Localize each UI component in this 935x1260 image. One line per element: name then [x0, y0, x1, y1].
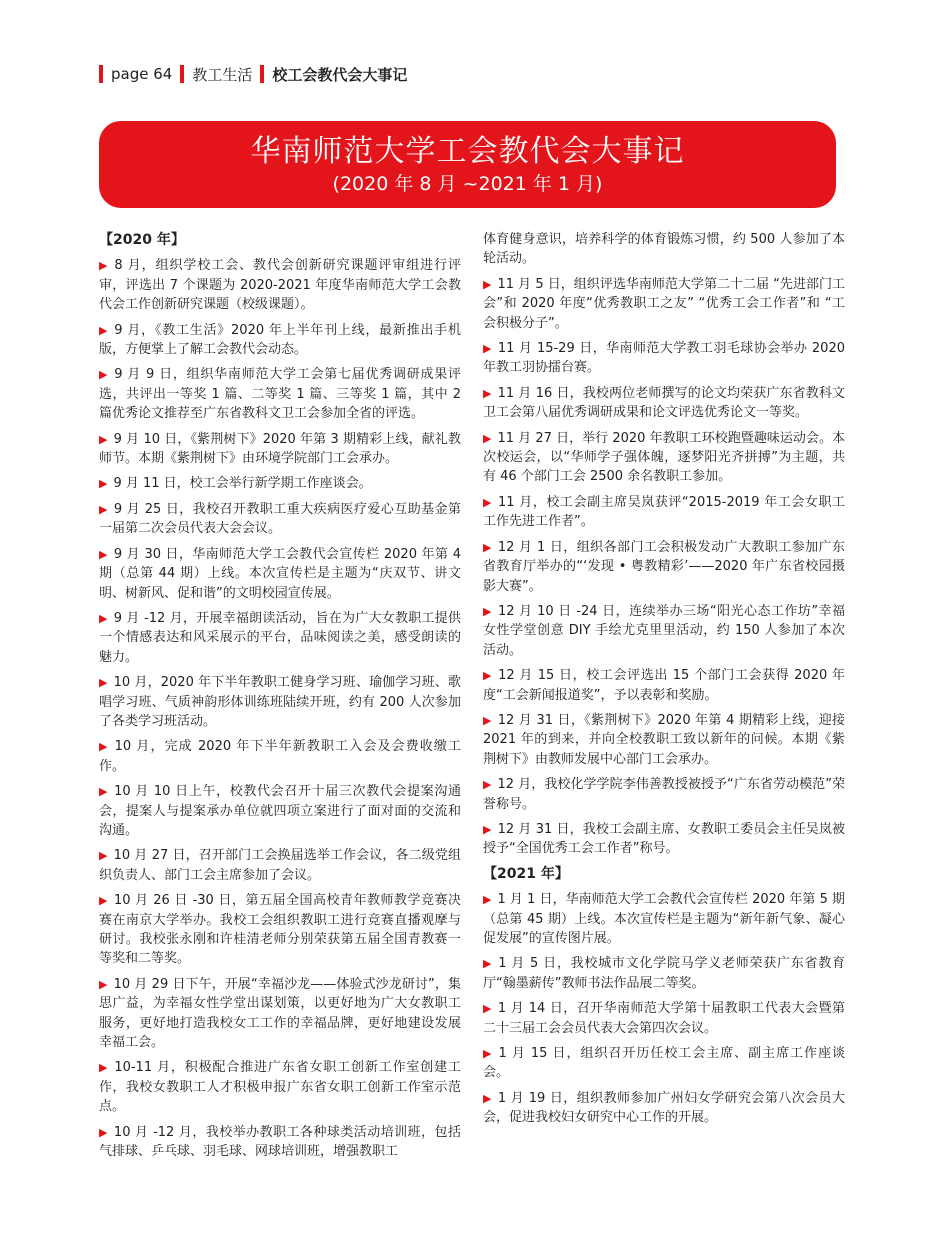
bullet-triangle-icon: ▶	[99, 259, 109, 273]
event-item	[483, 429, 845, 487]
event-item	[483, 775, 845, 814]
event-item	[483, 890, 845, 948]
event-item	[99, 782, 461, 840]
bullet-triangle-icon: ▶	[483, 669, 493, 683]
event-item	[483, 711, 845, 769]
right-column	[483, 230, 845, 1134]
event-item	[483, 820, 845, 859]
event-text: 11 月 5 日，组织评选华南师范大学第二十二届 “先进部门工会”和 2020 年度“优秀教职工之友” “优秀工会工作者”和 “工会积极分子”。	[483, 276, 845, 331]
event-text: 1 月 1 日，华南师范大学工会教代会宣传栏 2020 年第 5 期（总第 45 期）上线。本次宣传栏是主题为“新年新气象、凝心促发展”的宣传图片展。	[483, 892, 846, 946]
event-item	[99, 846, 461, 885]
event-text: 12 月 10 日 -24 日，连续举办三场“阳光心态工作坊”幸福女性学堂创意 DIY 手绘尤克里里活动，约 150 人参加了本次活动。	[483, 603, 845, 658]
banner-title: 华南师范大学工会教代会大事记	[250, 134, 685, 169]
header-title: 校工会教代会大事记	[272, 65, 408, 84]
event-text: 12 月，我校化学学院李伟善教授被授予“广东省劳动模范”荣誉称号。	[483, 777, 845, 812]
banner-subtitle: (2020 年 8 月 ~2021 年 1 月)	[332, 173, 603, 195]
bullet-triangle-icon: ▶	[99, 502, 108, 516]
event-text: 10 月 26 日 -30 日，第五届全国高校青年教师教学竞赛决赛在南京大学举办。我校工会组织教职工进行竞赛直播观摩与研讨。我校张永刚和许桂清老师分别荣获第五届全国青教赛一等奖和二等奖。	[99, 893, 461, 967]
event-item	[483, 493, 845, 532]
bullet-triangle-icon: ▶	[483, 495, 493, 509]
event-text: 10-11 月，积极配合推进广东省女职工创新工作室创建工作，我校女教职工人才积极申报广东省女职工创新工作室示范点。	[99, 1060, 461, 1115]
bullet-triangle-icon: ▶	[483, 778, 492, 792]
event-text: 10 月 29 日下午，开展“幸福沙龙——体验式沙龙研讨”，集思广益，为幸福女性学堂出谋划策，以更好地为广大女教职工服务，更好地打造我校女工工作的幸福品牌，更好地建设发展幸福工会。	[99, 976, 461, 1051]
event-text: 9 月 11 日，校工会举行新学期工作座谈会。	[113, 476, 372, 492]
page-header	[99, 63, 407, 85]
event-text: 1 月 19 日，组织教师参加广州妇女学研究会第八次会员大会，促进我校妇女研究中心工作的开展。	[483, 1090, 845, 1126]
event-item	[99, 365, 461, 423]
event-item	[483, 999, 845, 1038]
event-item	[483, 1044, 845, 1083]
event-item	[483, 666, 845, 705]
left-item-list	[99, 256, 461, 1161]
event-item	[483, 602, 845, 660]
event-item	[483, 1089, 845, 1128]
event-text: 10 月，2020 年下半年教职工健身学习班、瑜伽学习班、歌唱学习班、气质神韵形体训练班陆续开班，约有 200 人次参加了各类学习班活动。	[99, 675, 461, 729]
header-bar	[99, 65, 103, 83]
bullet-triangle-icon: ▶	[483, 957, 493, 971]
event-text: 1 月 14 日，召开华南师范大学第十届教职工代表大会暨第二十三届工会会员代表大会第四次会议。	[483, 1001, 845, 1036]
event-text: 8 月，组织学校工会、教代会创新研究课题评审组进行评审，评选出 7 个课题为 2020-2021 年度华南师范大学工会教代会工作创新研究课题（校级课题）。	[99, 258, 461, 313]
event-item	[99, 500, 461, 539]
bullet-triangle-icon: ▶	[483, 277, 492, 291]
bullet-triangle-icon: ▶	[99, 676, 108, 690]
event-text: 1 月 15 日，组织召开历任校工会主席、副主席工作座谈会。	[483, 1046, 845, 1081]
bullet-triangle-icon: ▶	[99, 368, 109, 382]
bullet-triangle-icon: ▶	[483, 1091, 492, 1105]
event-text: 9 月 30 日，华南师范大学工会教代会宣传栏 2020 年第 4 期（总第 44 期）上线。本次宣传栏是主题为“庆双节、讲文明、树新风、促和谐”的文明校园宣传展。	[99, 546, 461, 601]
event-text: 11 月，校工会副主席吴岚获评“2015-2019 年工会女职工工作先进工作者”。	[483, 494, 846, 530]
bullet-triangle-icon: ▶	[99, 432, 108, 446]
event-item	[99, 609, 461, 667]
event-item	[99, 737, 461, 776]
event-item	[99, 1123, 461, 1162]
bullet-triangle-icon: ▶	[99, 323, 109, 337]
bullet-triangle-icon: ▶	[99, 477, 108, 491]
event-item	[99, 673, 461, 731]
event-item	[99, 256, 461, 314]
event-text: 10 月 27 日，召开部门工会换届选举工作会议，各二级党组织负责人、部门工会主席参加了会议。	[99, 848, 461, 883]
bullet-triangle-icon: ▶	[483, 713, 492, 727]
event-item	[483, 339, 845, 378]
bullet-triangle-icon: ▶	[99, 611, 108, 625]
bullet-triangle-icon: ▶	[483, 822, 492, 836]
event-item	[99, 430, 461, 469]
event-text: 12 月 15 日，校工会评选出 15 个部门工会获得 2020 年度“工会新闻报道奖”，予以表彰和奖励。	[483, 668, 846, 703]
left-column	[99, 229, 461, 1167]
event-text: 12 月 31 日，《紫荆树下》2020 年第 4 期精彩上线，迎接 2021 年的到来，并向全校教职工致以新年的问候。本期《紫荆树下》由教师发展中心部门工会承办。	[483, 712, 845, 767]
bullet-triangle-icon: ▶	[99, 740, 109, 754]
event-item	[99, 975, 461, 1053]
bullet-triangle-icon: ▶	[99, 894, 108, 908]
bullet-triangle-icon: ▶	[483, 540, 492, 554]
event-text: 9 月 10 日，《紫荆树下》2020 年第 3 期精彩上线，献礼教师节。本期《紫荆树下》由环境学院部门工会承办。	[99, 431, 461, 467]
bullet-triangle-icon: ▶	[99, 977, 108, 991]
continuation-text: 体育健身意识，培养科学的体育锻炼习惯，约 500 人参加了本轮活动。	[483, 232, 845, 267]
event-text: 9 月 -12 月，开展幸福朗读活动，旨在为广大女教职工提供一个情感表达和风采展示的平台，品味阅读之美，感受朗读的魅力。	[99, 610, 461, 665]
event-text: 11 月 15-29 日，华南师范大学教工羽毛球协会举办 2020 年教工羽协擂台赛。	[483, 341, 845, 376]
bullet-triangle-icon: ▶	[483, 604, 492, 618]
event-text: 11 月 16 日，我校两位老师撰写的论文均荣获广东省教科文卫工会第八届优秀调研成果和论文评选优秀论文一等奖。	[483, 385, 845, 421]
header-bar	[260, 65, 264, 83]
event-item	[483, 538, 845, 596]
event-text: 1 月 5 日，我校城市文化学院马学义老师荣获广东省教育厅“翰墨薪传”教师书法作品展二等奖。	[483, 956, 845, 991]
event-item	[99, 321, 461, 360]
bullet-triangle-icon: ▶	[483, 342, 492, 356]
bullet-triangle-icon: ▶	[483, 893, 492, 907]
event-text: 12 月 1 日，组织各部门工会积极发动广大教职工参加广东省教育厅举办的“‘发现 • 粤教精彩’——2020 年广东省校园摄影大赛”。	[483, 539, 845, 594]
right-item-list-2020	[483, 275, 845, 859]
bullet-triangle-icon: ▶	[483, 1047, 493, 1061]
event-item	[483, 954, 845, 993]
event-text: 11 月 27 日，举行 2020 年教职工环校跑暨趣味运动会。本次校运会，以“华师学子强体魄，逐梦阳光齐拼搏”为主题，共有 46 个部门工会 2500 余名教职工参加。	[483, 430, 845, 485]
event-text: 9 月，《教工生活》2020 年上半年刊上线，最新推出手机版，方便掌上了解工会教代会动态。	[99, 322, 461, 358]
event-item	[99, 474, 461, 493]
bullet-triangle-icon: ▶	[99, 1125, 108, 1139]
event-item	[99, 1058, 461, 1116]
section-heading-2021: 【2021 年】	[483, 865, 569, 882]
section-heading-2020: 【2020 年】	[99, 232, 185, 248]
bullet-triangle-icon: ▶	[483, 386, 492, 400]
event-text: 12 月 31 日，我校工会副主席、女教职工委员会主任吴岚被授予“全国优秀工会工作者”称号。	[483, 821, 845, 857]
bullet-triangle-icon: ▶	[99, 547, 108, 561]
bullet-triangle-icon: ▶	[99, 1061, 109, 1075]
bullet-triangle-icon: ▶	[99, 785, 109, 799]
right-item-list-2021	[483, 890, 845, 1127]
header-bar	[180, 65, 184, 83]
event-item	[99, 545, 461, 603]
bullet-triangle-icon: ▶	[483, 431, 492, 445]
bullet-triangle-icon: ▶	[483, 1002, 492, 1016]
event-text: 9 月 25 日，我校召开教职工重大疾病医疗爱心互助基金第一届第二次会员代表大会会议。	[99, 501, 461, 537]
bullet-triangle-icon: ▶	[99, 849, 108, 863]
event-item	[483, 384, 845, 423]
event-text: 10 月 10 日上午，校教代会召开十届三次教代会提案沟通会，提案人与提案承办单位就四项立案进行了面对面的交流和沟通。	[99, 784, 461, 838]
event-text: 10 月 -12 月，我校举办教职工各种球类活动培训班，包括气排球、乒乓球、羽毛球、网球培训班，增强教职工	[99, 1124, 461, 1160]
event-item	[99, 891, 461, 969]
page-number: page 64	[111, 65, 173, 83]
event-text: 9 月 9 日，组织华南师范大学工会第七届优秀调研成果评选，共评出一等奖 1 篇、二等奖 1 篇、三等奖 1 篇，其中 2 篇优秀论文推荐至广东省教科文卫工会参加全省的评选。	[99, 367, 461, 422]
event-text: 10 月，完成 2020 年下半年新教职工入会及会费收缴工作。	[99, 739, 461, 774]
header-section: 教工生活	[192, 65, 253, 84]
title-banner	[99, 121, 836, 208]
event-item	[483, 275, 845, 333]
